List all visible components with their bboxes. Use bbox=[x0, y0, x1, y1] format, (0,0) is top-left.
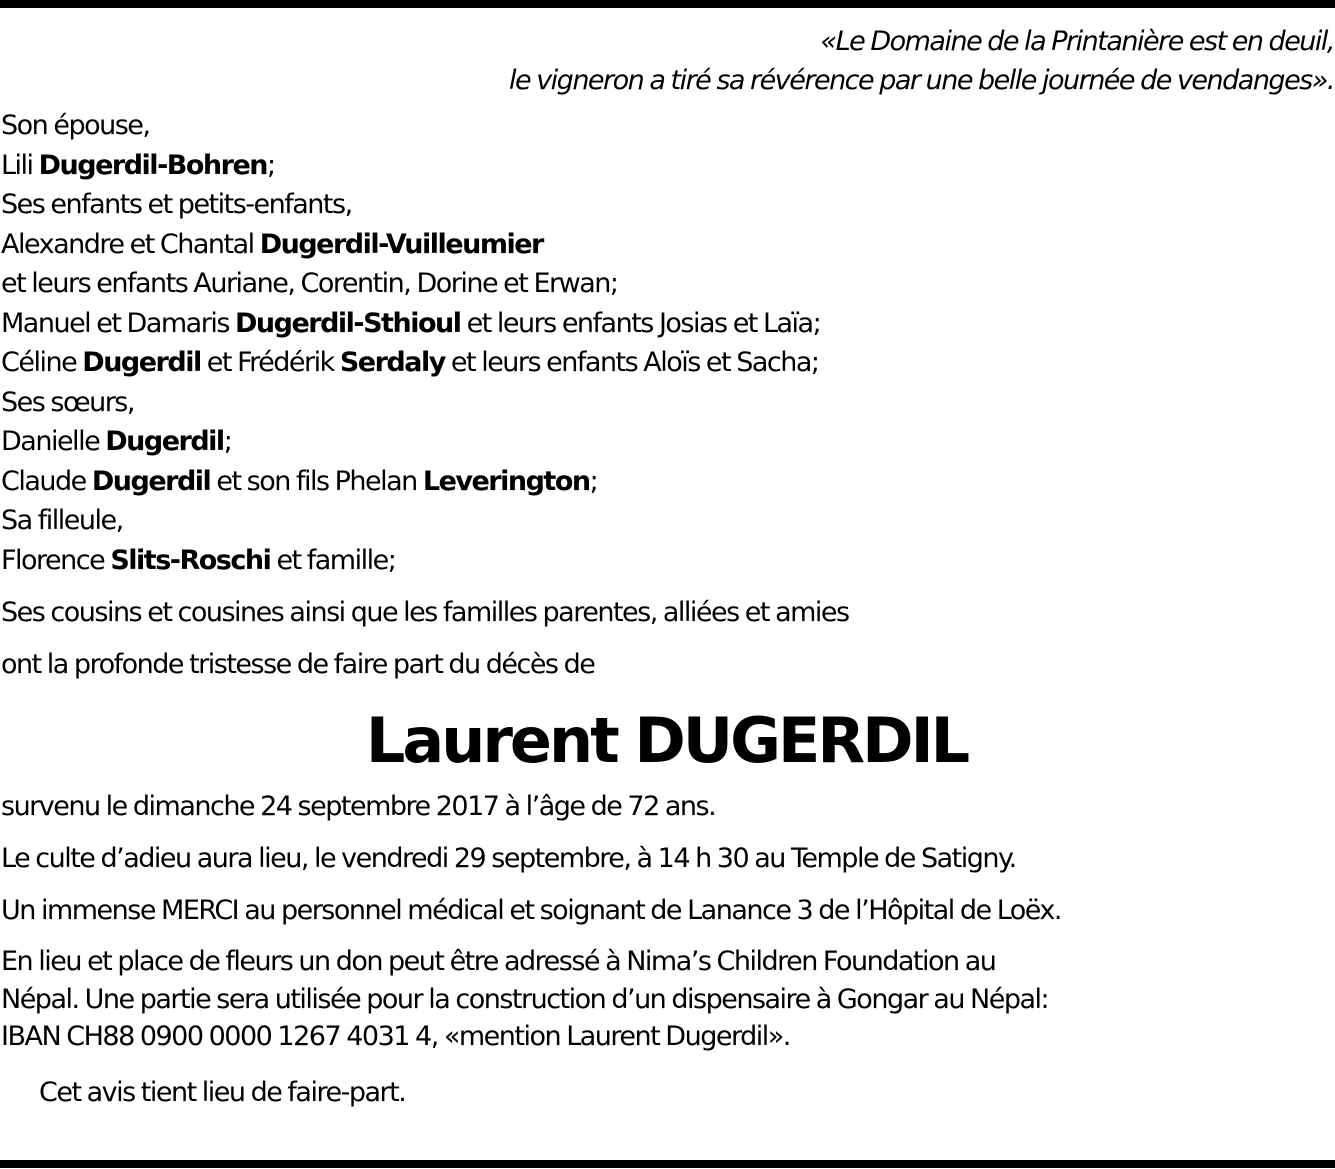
donation-line-2: Népal. Une partie sera utilisée pour la construction d’un dispensaire à Gongar au Népal: bbox=[1, 983, 1049, 1015]
sister2-line bbox=[1, 462, 1334, 502]
service-info: Le culte d’adieu aura lieu, le vendredi 29 septembre, à 14 h 30 au Temple de Satigny. bbox=[1, 843, 1016, 874]
bottom-border-rule bbox=[0, 1160, 1335, 1168]
donation-paragraph bbox=[1, 943, 1334, 1056]
spouse-intro: Son épouse, bbox=[1, 110, 150, 141]
sister2-son-last-name: Leverington bbox=[422, 465, 590, 497]
child3-kids: et leurs enfants Aloïs et Sacha; bbox=[444, 347, 819, 378]
goddaughter-end: et famille; bbox=[270, 544, 396, 576]
announcement-line: ont la profonde tristesse de faire part du décès de bbox=[1, 649, 595, 680]
sister2-first-name: Claude bbox=[1, 465, 92, 497]
donation-line-1: En lieu et place de fleurs un don peut être adressé à Nima’s Children Foundation au bbox=[1, 946, 996, 977]
children-intro: Ses enfants et petits-enfants, bbox=[1, 189, 352, 220]
donation-line-3: IBAN CH88 0900 0000 1267 4031 4, «mention Laurent Dugerdil». bbox=[1, 1021, 790, 1052]
child1-last-name: Dugerdil-Vuilleumier bbox=[259, 228, 543, 260]
child1-kids-line: et leurs enfants Auriane, Corentin, Dorine et Erwan; bbox=[1, 268, 618, 299]
sisters-intro: Ses sœurs, bbox=[1, 386, 134, 418]
child2-first-names: Manuel et Damaris bbox=[1, 307, 235, 339]
sister1-first-name: Danielle bbox=[1, 426, 106, 457]
sister1-end: ; bbox=[223, 426, 232, 457]
child3-partner-last-name: Serdaly bbox=[339, 347, 445, 378]
obituary-notice bbox=[1, 22, 1334, 1139]
goddaughter-line bbox=[1, 541, 1334, 581]
child1-line bbox=[1, 225, 1334, 265]
child3-line bbox=[1, 343, 1334, 383]
quote-line-2: le vigneron a tiré sa révérence par une belle journée de vendanges». bbox=[509, 65, 1334, 96]
spouse-end: ; bbox=[266, 149, 275, 181]
sister2-mid: et son fils Phelan bbox=[210, 465, 423, 497]
cousins-line: Ses cousins et cousines ainsi que les familles parentes, alliées et amies bbox=[1, 597, 849, 628]
spouse-last-name: Dugerdil-Bohren bbox=[38, 149, 267, 181]
family-list bbox=[1, 106, 1334, 580]
child2-line bbox=[1, 304, 1334, 344]
child3-mid: et Frédérik bbox=[200, 347, 340, 378]
epigraph-quote bbox=[1, 22, 1334, 100]
goddaughter-last-name: Slits-Roschi bbox=[110, 544, 271, 576]
deceased-name: Laurent DUGERDIL bbox=[365, 704, 968, 777]
sister1-line bbox=[1, 422, 1334, 462]
spouse-line bbox=[1, 146, 1334, 186]
spouse-first-name: Lili bbox=[1, 149, 39, 181]
goddaughter-first-name: Florence bbox=[1, 544, 111, 576]
child3-first-name: Céline bbox=[1, 347, 83, 378]
sister1-last-name: Dugerdil bbox=[105, 426, 224, 457]
sister2-last-name: Dugerdil bbox=[91, 465, 211, 497]
child3-last-name: Dugerdil bbox=[82, 347, 201, 378]
child1-first-names: Alexandre et Chantal bbox=[1, 228, 260, 260]
child2-kids: et leurs enfants Josias et Laïa; bbox=[460, 307, 821, 339]
sister2-end: ; bbox=[589, 465, 598, 497]
quote-line-1: «Le Domaine de la Printanière est en deuil, bbox=[820, 26, 1334, 57]
child2-last-name: Dugerdil-Sthioul bbox=[234, 307, 461, 339]
top-border-rule bbox=[0, 0, 1335, 8]
goddaughter-intro: Sa filleule, bbox=[1, 505, 123, 536]
thanks-line: Un immense MERCI au personnel médical et soignant de Lanance 3 de l’Hôpital de Loëx. bbox=[1, 895, 1061, 926]
death-info: survenu le dimanche 24 septembre 2017 à l’âge de 72 ans. bbox=[1, 791, 716, 822]
closing-note: Cet avis tient lieu de faire-part. bbox=[39, 1076, 406, 1108]
